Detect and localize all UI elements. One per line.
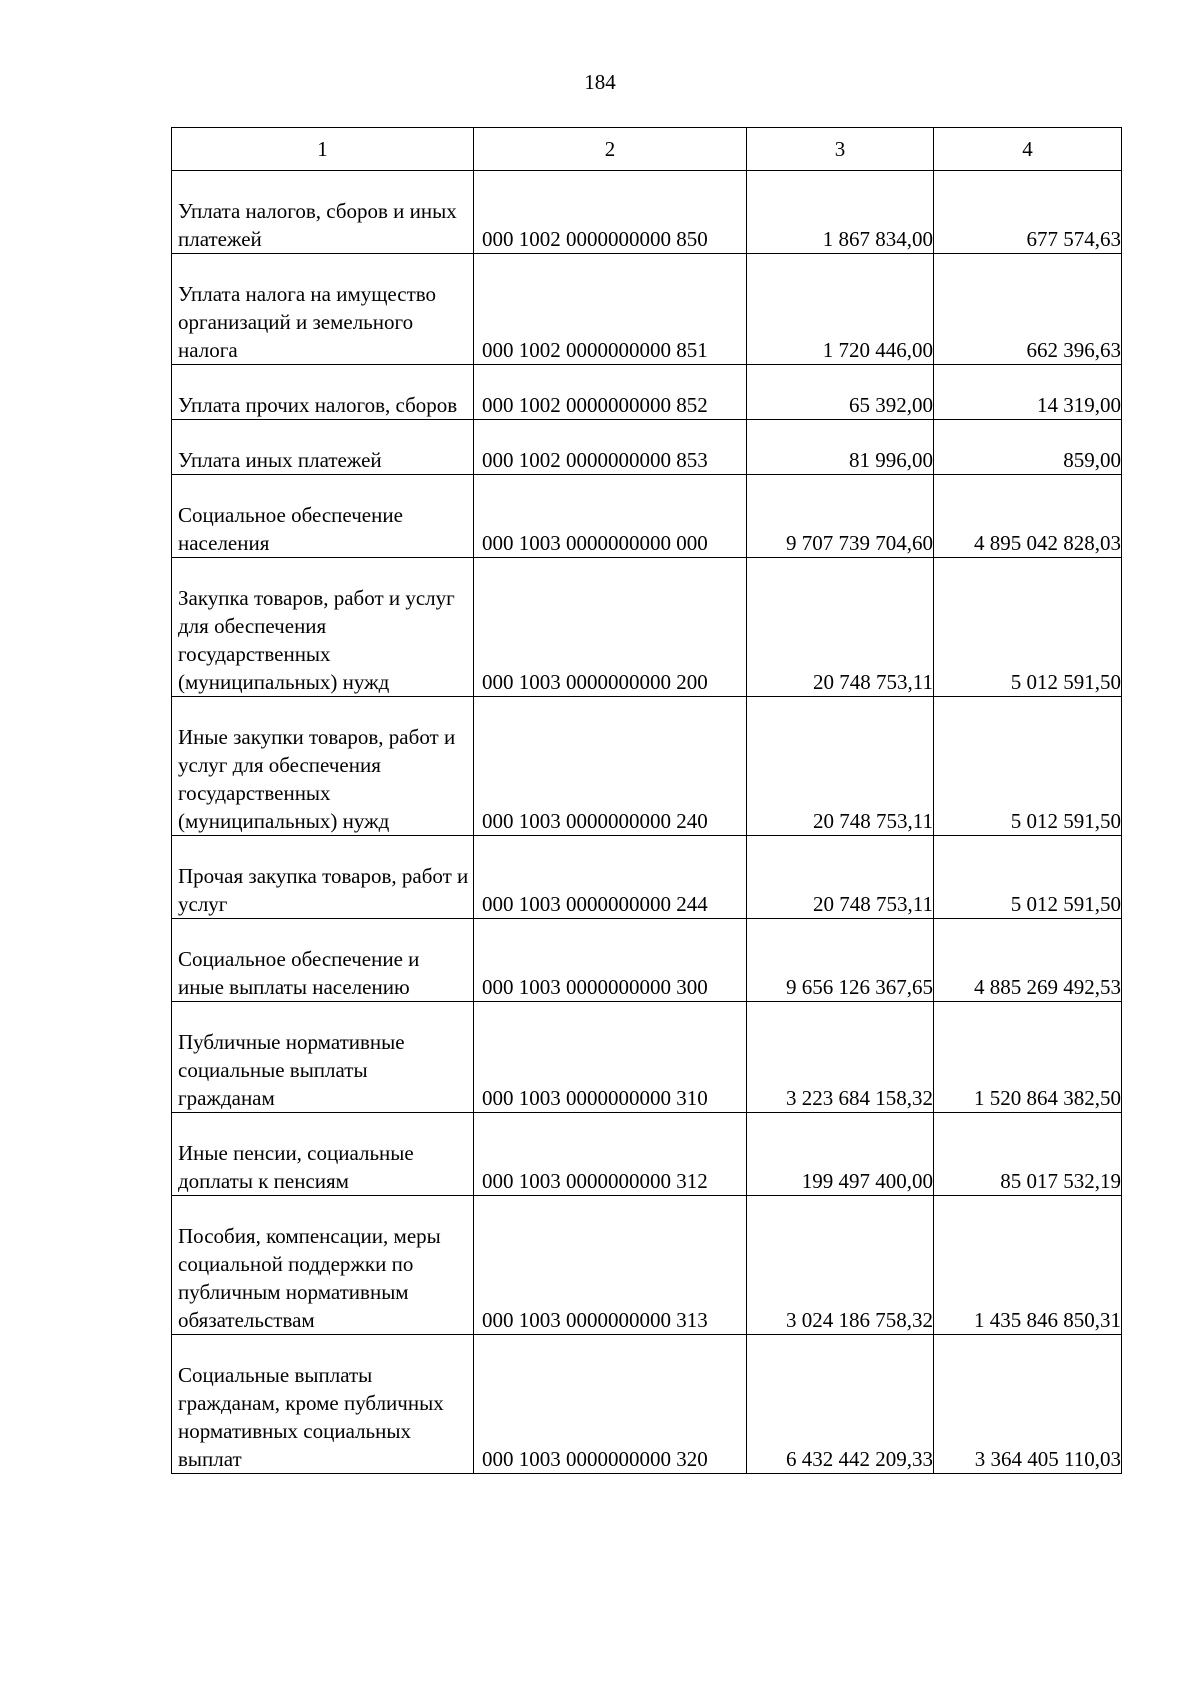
row-value-col3: 9 656 126 367,65 <box>747 919 934 1002</box>
row-name: Иные пенсии, социальные доплаты к пенсиям <box>172 1113 474 1196</box>
row-value-col3: 20 748 753,11 <box>747 558 934 697</box>
table-row <box>172 836 1122 919</box>
row-value-col4: 14 319,00 <box>934 365 1122 420</box>
row-code: 000 1003 0000000000 000 <box>474 475 747 558</box>
table-header-row <box>172 128 1122 171</box>
row-value-col3: 199 497 400,00 <box>747 1113 934 1196</box>
row-name: Закупка товаров, работ и услуг для обеспечения государственных (муниципальных) нужд <box>172 558 474 697</box>
row-name: Социальное обеспечение и иные выплаты населению <box>172 919 474 1002</box>
table-row <box>172 558 1122 697</box>
row-value-col3: 20 748 753,11 <box>747 697 934 836</box>
row-name: Публичные нормативные социальные выплаты гражданам <box>172 1002 474 1113</box>
row-name: Уплата прочих налогов, сборов <box>172 365 474 420</box>
row-code: 000 1003 0000000000 244 <box>474 836 747 919</box>
table-row <box>172 171 1122 254</box>
row-value-col4: 85 017 532,19 <box>934 1113 1122 1196</box>
row-value-col4: 662 396,63 <box>934 254 1122 365</box>
row-code: 000 1003 0000000000 240 <box>474 697 747 836</box>
row-name: Прочая закупка товаров, работ и услуг <box>172 836 474 919</box>
row-value-col3: 65 392,00 <box>747 365 934 420</box>
row-code: 000 1003 0000000000 312 <box>474 1113 747 1196</box>
row-value-col4: 1 435 846 850,31 <box>934 1196 1122 1335</box>
row-value-col4: 3 364 405 110,03 <box>934 1335 1122 1474</box>
table-row <box>172 1335 1122 1474</box>
row-code: 000 1002 0000000000 853 <box>474 420 747 475</box>
row-value-col4: 4 885 269 492,53 <box>934 919 1122 1002</box>
row-value-col3: 1 867 834,00 <box>747 171 934 254</box>
row-code: 000 1002 0000000000 851 <box>474 254 747 365</box>
row-name: Социальное обеспечение населения <box>172 475 474 558</box>
row-value-col3: 20 748 753,11 <box>747 836 934 919</box>
row-value-col4: 5 012 591,50 <box>934 697 1122 836</box>
table-row <box>172 1002 1122 1113</box>
row-value-col4: 1 520 864 382,50 <box>934 1002 1122 1113</box>
row-value-col4: 677 574,63 <box>934 171 1122 254</box>
table-row <box>172 254 1122 365</box>
row-value-col4: 4 895 042 828,03 <box>934 475 1122 558</box>
row-name: Социальные выплаты гражданам, кроме публичных нормативных социальных выплат <box>172 1335 474 1474</box>
row-value-col3: 9 707 739 704,60 <box>747 475 934 558</box>
row-value-col3: 3 223 684 158,32 <box>747 1002 934 1113</box>
row-name: Уплата налогов, сборов и иных платежей <box>172 171 474 254</box>
row-code: 000 1003 0000000000 313 <box>474 1196 747 1335</box>
row-value-col3: 81 996,00 <box>747 420 934 475</box>
row-code: 000 1003 0000000000 320 <box>474 1335 747 1474</box>
row-value-col4: 5 012 591,50 <box>934 558 1122 697</box>
table-row <box>172 1196 1122 1335</box>
row-code: 000 1002 0000000000 852 <box>474 365 747 420</box>
row-value-col3: 3 024 186 758,32 <box>747 1196 934 1335</box>
table-row <box>172 420 1122 475</box>
page-number: 184 <box>584 70 616 94</box>
table-row <box>172 919 1122 1002</box>
row-value-col3: 6 432 442 209,33 <box>747 1335 934 1474</box>
column-header-3: 3 <box>747 128 934 171</box>
row-value-col3: 1 720 446,00 <box>747 254 934 365</box>
row-name: Уплата налога на имущество организаций и земельного налога <box>172 254 474 365</box>
row-code: 000 1002 0000000000 850 <box>474 171 747 254</box>
column-header-4: 4 <box>934 128 1122 171</box>
row-code: 000 1003 0000000000 200 <box>474 558 747 697</box>
table-row <box>172 475 1122 558</box>
table-row <box>172 697 1122 836</box>
column-header-1: 1 <box>172 128 474 171</box>
row-code: 000 1003 0000000000 300 <box>474 919 747 1002</box>
row-name: Пособия, компенсации, меры социальной поддержки по публичным нормативным обязательствам <box>172 1196 474 1335</box>
row-value-col4: 859,00 <box>934 420 1122 475</box>
row-name: Иные закупки товаров, работ и услуг для обеспечения государственных (муниципальных) нужд <box>172 697 474 836</box>
table-row <box>172 365 1122 420</box>
row-value-col4: 5 012 591,50 <box>934 836 1122 919</box>
table-row <box>172 1113 1122 1196</box>
row-name: Уплата иных платежей <box>172 420 474 475</box>
budget-table <box>171 127 1122 1474</box>
column-header-2: 2 <box>474 128 747 171</box>
row-code: 000 1003 0000000000 310 <box>474 1002 747 1113</box>
